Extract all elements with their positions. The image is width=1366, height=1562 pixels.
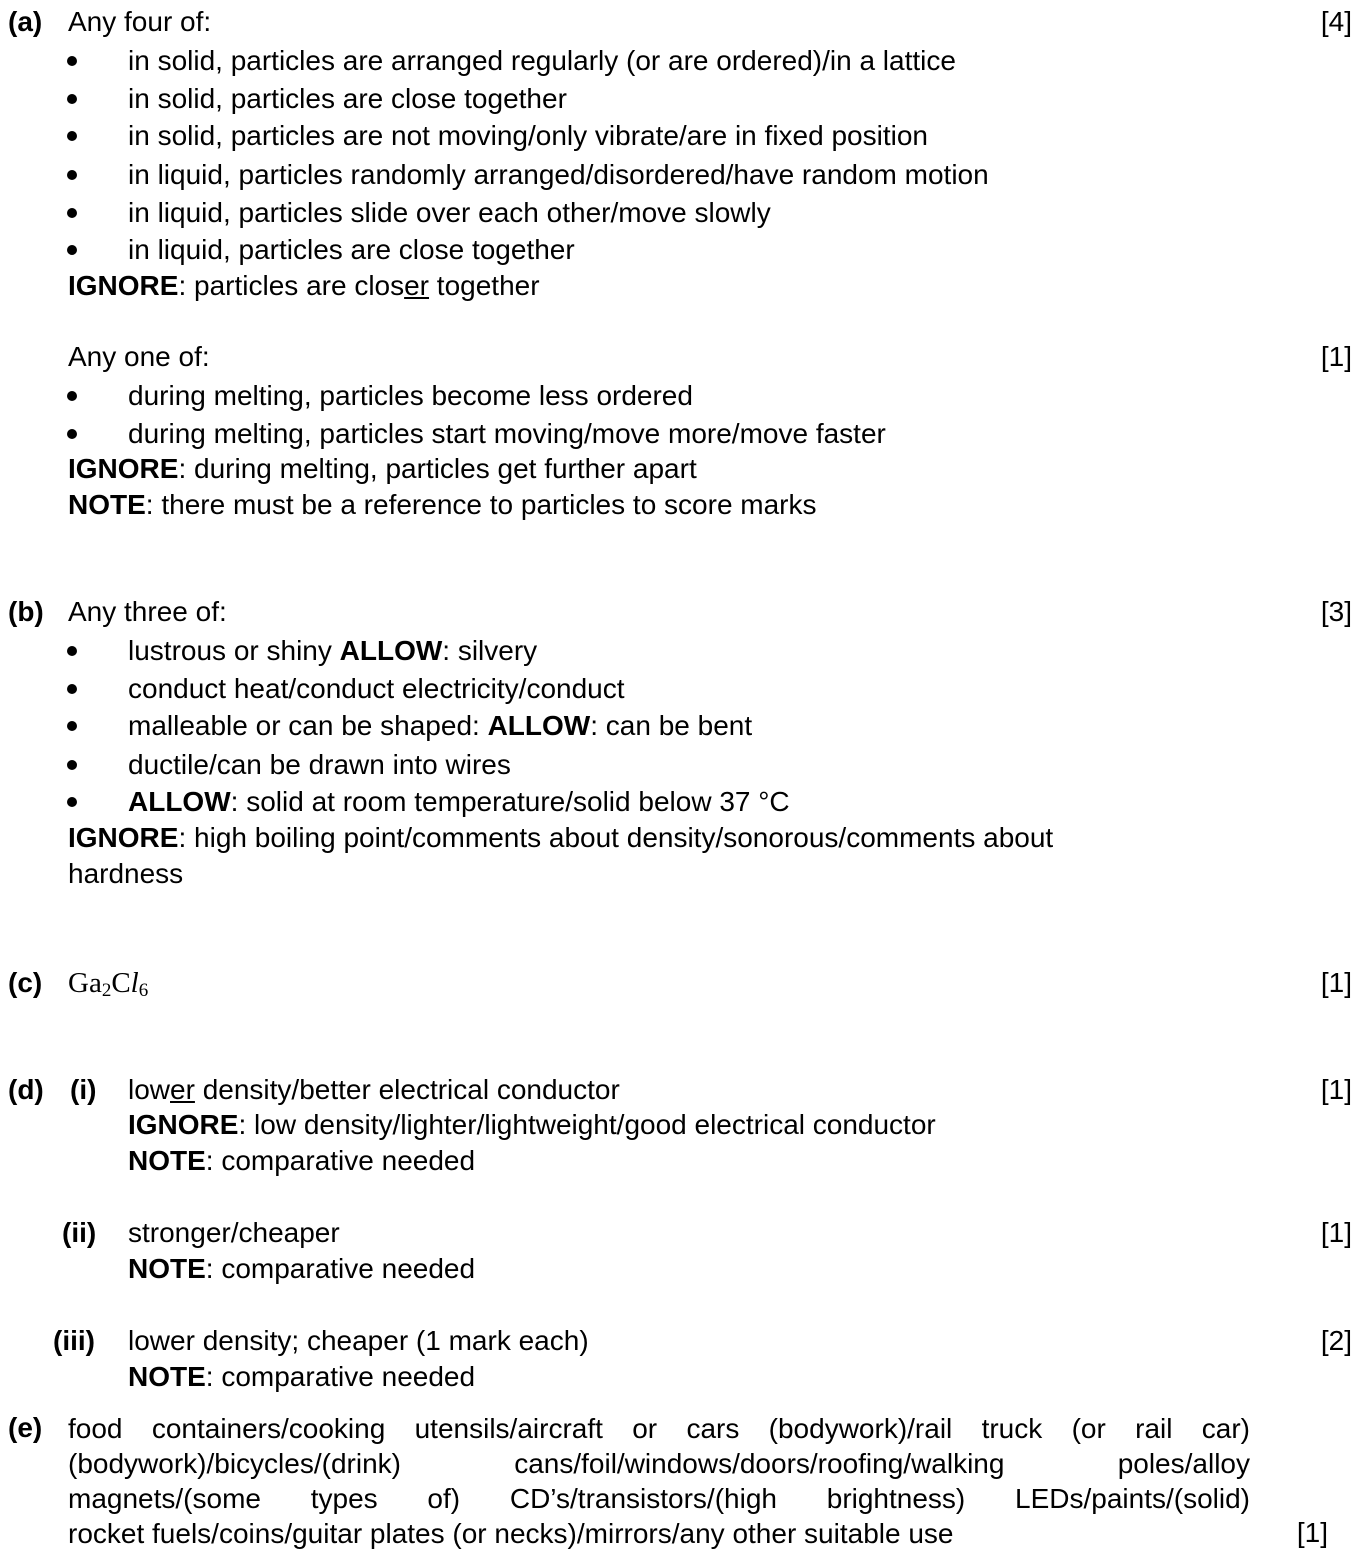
- part-b-intro: Any three of:: [68, 596, 227, 627]
- ignore-keyword: IGNORE: [68, 453, 179, 484]
- bullet-icon: [67, 208, 77, 218]
- part-d-i-label: (i): [70, 1074, 97, 1105]
- bullet-icon: [67, 684, 77, 694]
- note-text: : comparative needed: [205, 1253, 476, 1284]
- underlined-text: er: [404, 270, 430, 301]
- part-d-iii-marks: [2]: [1320, 1325, 1352, 1356]
- bullet-text-end: : solid at room temperature/solid below 37 °C: [230, 786, 790, 817]
- bullet-text: malleable or can be shaped:: [128, 710, 488, 741]
- part-e-answer: [68, 1411, 1250, 1551]
- part-d-i-answer: [128, 1073, 620, 1107]
- part-b-ignore-cont: hardness: [68, 858, 184, 889]
- part-a-bullet-5: in liquid, particles slide over each other/move slowly: [128, 197, 771, 228]
- part-b-bullet-2: conduct heat/conduct electricity/conduct: [128, 673, 625, 704]
- part-a-bullet-8: during melting, particles start moving/move more/move faster: [128, 418, 886, 449]
- part-b-label: (b): [8, 596, 44, 627]
- part-e-line-3: magnets/(some types of) CD’s/transistors/(high brightness) LEDs/paints/(solid): [68, 1483, 1250, 1514]
- bullet-text: lustrous or shiny: [128, 635, 340, 666]
- bullet-icon: [67, 721, 77, 731]
- part-d-i-note: [128, 1144, 475, 1178]
- bullet-icon: [67, 245, 77, 255]
- part-e-marks: [1]: [1296, 1517, 1328, 1548]
- part-d-ii-marks: [1]: [1320, 1217, 1352, 1248]
- part-a-bullet-4: in liquid, particles randomly arranged/disordered/have random motion: [128, 159, 989, 190]
- bullet-icon: [67, 429, 77, 439]
- part-d-ii-answer: stronger/cheaper: [128, 1217, 340, 1248]
- part-b-bullet-3: [128, 709, 752, 743]
- part-a-note: [68, 488, 817, 522]
- bullet-icon: [67, 94, 77, 104]
- ignore-text: : during melting, particles get further apart: [178, 453, 697, 484]
- formula-element: Ga: [68, 967, 102, 999]
- ignore-keyword: IGNORE: [68, 270, 179, 301]
- ignore-text-end: together: [429, 270, 540, 301]
- part-a-marks: [4]: [1320, 6, 1352, 37]
- part-c-formula: [68, 966, 148, 1008]
- part-a-bullet-3: in solid, particles are not moving/only vibrate/are in fixed position: [128, 120, 928, 151]
- part-a-bullet-7: during melting, particles become less ordered: [128, 380, 693, 411]
- part-b-bullet-5: [128, 785, 790, 819]
- part-a-bullet-1: in solid, particles are arranged regularly (or are ordered)/in a lattice: [128, 45, 956, 76]
- ignore-text: : low density/lighter/lightweight/good electrical conductor: [238, 1109, 936, 1140]
- allow-keyword: ALLOW: [339, 635, 443, 666]
- note-keyword: NOTE: [128, 1145, 206, 1176]
- part-a-intro-2: Any one of:: [68, 341, 210, 372]
- formula-element: C: [111, 967, 131, 999]
- part-d-iii-label: (iii): [53, 1325, 95, 1356]
- allow-keyword: ALLOW: [128, 786, 231, 817]
- part-a-ignore: [68, 269, 540, 303]
- formula-subscript: 2: [101, 980, 112, 1001]
- bullet-icon: [67, 797, 77, 807]
- answer-text-end: density/better electrical conductor: [194, 1074, 620, 1105]
- part-c-label: (c): [8, 967, 43, 998]
- note-text: : comparative needed: [205, 1145, 476, 1176]
- allow-keyword: ALLOW: [487, 710, 591, 741]
- part-d-i-ignore: [128, 1108, 936, 1142]
- part-d-ii-note: [128, 1252, 475, 1286]
- ignore-keyword: IGNORE: [128, 1109, 239, 1140]
- answer-text: low: [128, 1074, 171, 1105]
- bullet-icon: [67, 646, 77, 656]
- part-d-iii-note: [128, 1360, 475, 1394]
- part-b-ignore: [68, 821, 1053, 855]
- ignore-text: : particles are clos: [178, 270, 405, 301]
- part-a-marks-2: [1]: [1320, 341, 1352, 372]
- bullet-icon: [67, 391, 77, 401]
- part-a-bullet-2: in solid, particles are close together: [128, 83, 567, 114]
- part-e-line-2: (bodywork)/bicycles/(drink) cans/foil/windows/doors/roofing/walking poles/alloy: [68, 1448, 1250, 1479]
- formula-subscript: 6: [138, 980, 149, 1001]
- part-c-marks: [1]: [1320, 967, 1352, 998]
- part-d-iii-answer: lower density; cheaper (1 mark each): [128, 1325, 589, 1356]
- part-e-label: (e): [8, 1412, 43, 1443]
- bullet-icon: [67, 760, 77, 770]
- part-b-bullet-1: [128, 634, 537, 668]
- part-d-i-marks: [1]: [1320, 1074, 1352, 1105]
- part-a-bullet-6: in liquid, particles are close together: [128, 234, 575, 265]
- part-b-marks: [3]: [1320, 596, 1352, 627]
- part-a-intro: Any four of:: [68, 6, 212, 37]
- part-d-ii-label: (ii): [62, 1217, 97, 1248]
- note-text: : comparative needed: [205, 1361, 476, 1392]
- note-keyword: NOTE: [128, 1253, 206, 1284]
- bullet-icon: [67, 131, 77, 141]
- ignore-text: : high boiling point/comments about density/sonorous/comments about: [178, 822, 1054, 853]
- note-keyword: NOTE: [68, 489, 146, 520]
- part-a-ignore-2: [68, 452, 697, 486]
- part-e-line-1: food containers/cooking utensils/aircraft or cars (bodywork)/rail truck (or rail car): [68, 1413, 1250, 1444]
- part-d-label: (d): [8, 1074, 44, 1105]
- note-keyword: NOTE: [128, 1361, 206, 1392]
- formula-element-italic: l: [130, 967, 139, 999]
- underlined-text: er: [170, 1074, 195, 1105]
- bullet-text-end: : silvery: [442, 635, 538, 666]
- part-b-bullet-4: ductile/can be drawn into wires: [128, 749, 511, 780]
- bullet-icon: [67, 56, 77, 66]
- ignore-keyword: IGNORE: [68, 822, 179, 853]
- bullet-text-end: : can be bent: [590, 710, 753, 741]
- part-e-line-4: rocket fuels/coins/guitar plates (or necks)/mirrors/any other suitable use: [68, 1518, 954, 1549]
- note-text: : there must be a reference to particles to score marks: [145, 489, 817, 520]
- part-a-label: (a): [8, 6, 43, 37]
- bullet-icon: [67, 170, 77, 180]
